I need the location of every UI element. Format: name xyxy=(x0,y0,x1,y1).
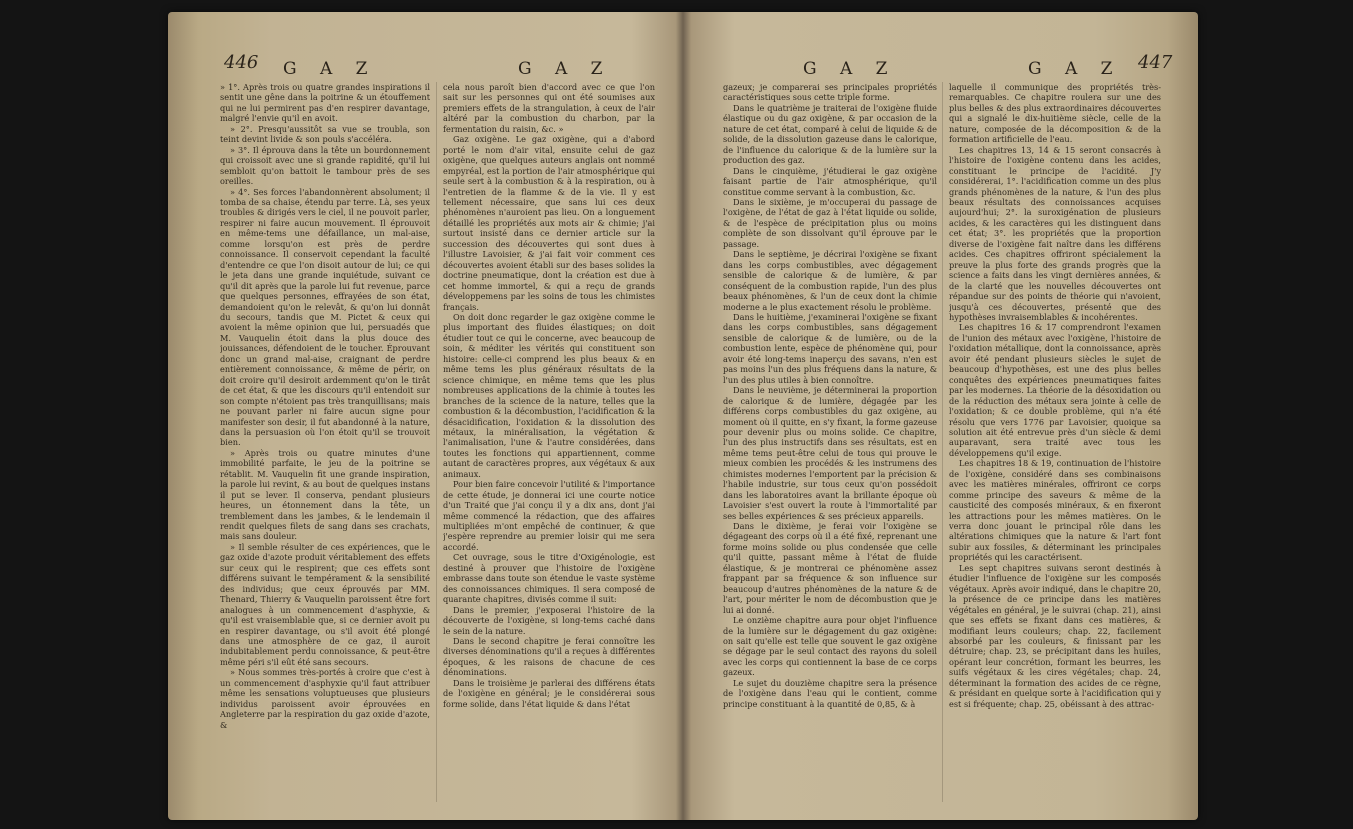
paragraph: Les chapitres 13, 14 & 15 seront consacrés à l'histoire de l'oxigène contenu dans les acides, constituant le principe de l'acidité. J'y considérerai, 1°. l'acidification comme un des plus grands phénomènes de la nature, & l'un des plus beaux résultats des connoissances acquises aujourd'hui; 2°. la suroxigénation de plusieurs acides, & les caractères qui les distinguent dans cet état; 3°. les propriétés que la proportion diverse de l'oxigène fait naître dans les différens acides. Ces chapitres offriront spécialement la preuve la plus forte des grands progrès que la science a faits dans les vingt dernières années, & de la clarté que les nouvelles découvertes ont répandue sur des points de théorie qui n'avoient, jusqu'à ces découvertes, présenté que des hypothèses invraisemblables & incohérentes. xyxy=(949,144,1161,322)
page-number-left: 446 xyxy=(224,52,259,73)
paragraph: Dans le quatrième je traiterai de l'oxigène fluide élastique ou du gaz oxigène, & par occasion de la nature de cet état, comparé à celui de liquide & de solide, de la dissolution gazeuse dans le calorique, de l'influence du calorique & de la lumière sur la production des gaz. xyxy=(723,102,937,166)
running-head-left-col2: G A Z xyxy=(518,59,612,79)
paragraph: Dans le septième, je décrirai l'oxigène se fixant dans les corps combustibles, avec dégagement sensible de calorique & de lumière, & par conséquent de la combustion rapide, l'un des plus beaux phénomènes, & l'un de ceux dont la chimie moderne a le plus exactement résolu le problème. xyxy=(723,249,937,312)
paragraph: Dans le neuvième, je déterminerai la proportion de calorique & de lumière, dégagée par les différens corps combustibles du gaz oxigène, au moment où il quitte, en s'y fixant, la forme gazeuse pour devenir plus ou moins solide. Ce chapitre, l'un des plus instructifs dans ses résultats, est en même tems peut-être celui de tous qui prouve le mieux combien les procédés & les instrumens des chimistes modernes l'emportent par la précision & l'habile industrie, sur tous ceux qu'on possédoit dans les laboratoires avant la brillante époque où Lavoisier s'est ouvert la route à l'immortalité par ses belles expériences & ses précieux appareils. xyxy=(723,385,937,521)
running-head-right-col1: G A Z xyxy=(803,59,897,79)
paragraph: Dans le cinquième, j'étudierai le gaz oxigène faisant partie de l'air atmosphérique, qu'il constitue comme servant à la combustion, &c. xyxy=(723,165,937,197)
running-head-left-col1: G A Z xyxy=(283,59,377,79)
paragraph: » 2°. Presqu'aussitôt sa vue se troubla, son teint devint livide & son pouls s'accéléra. xyxy=(220,123,430,145)
column-divider xyxy=(942,82,943,802)
paragraph: » 1°. Après trois ou quatre grandes inspirations il sentit une gêne dans la poitrine & un étouffement qui ne lui permirent pas d'en respirer davantage, malgré l'envie qu'il en avoit. xyxy=(220,82,430,124)
paragraph: Les chapitres 18 & 19, continuation de l'histoire de l'oxigène, considéré dans ses combinaisons avec les matières minérales, offriront ce corps comme principe des saveurs & même de la causticité des composés minéraux, & en fixeront les attractions pour les mêmes matières. On le verra donc jouant le principal rôle dans les altérations chimiques que la nature & l'art font subir aux fossiles, & déterminant les principales propriétés qui les caractérisent. xyxy=(949,458,1161,563)
right-page-column-1 xyxy=(723,82,937,804)
paragraph: » Il semble résulter de ces expériences, que le gaz oxide d'azote produit véritablement des effets sur ceux qui le respirent; que ces effets sont différens suivant le tempérament & la sensibilité des individus; que ceux éprouvés par MM. Thenard, Thierry & Vauquelin paroissent être fort analogues à un commencement d'asphyxie, & qu'il est vraisemblable que, si ce dernier avoit pu en respirer davantage, ou s'il avoit été plongé dans une atmosphère de ce gaz, il auroit indubitablement perdu connoissance, & peut-être même péri s'il eût été sans secours. xyxy=(220,541,430,667)
column-divider xyxy=(436,82,437,802)
paragraph: Les chapitres 16 & 17 comprendront l'examen de l'union des métaux avec l'oxigène, l'histoire de l'oxidation métallique, dont la connoissance, après avoir été pendant plusieurs siècles le sujet de beaucoup d'hypothèses, est une des plus belles conquêtes des expériences pneumatiques faites par les modernes. La théorie de la désoxidation ou de la réduction des métaux sera jointe à celle de l'oxidation; & ce double problème, qui n'a été résolu que vers 1776 par Lavoisier, quoique sa solution ait été entrevue près d'un siècle & demi auparavant, sera traité avec tous les développemens qu'il exige. xyxy=(949,322,1161,458)
paragraph: Dans le huitième, j'examinerai l'oxigène se fixant dans les corps combustibles, sans dégagement sensible de calorique & de lumière, ou de la combustion lente, espèce de phénomène qui, pour avoir été long-tems inaperçu des savans, n'en est pas moins l'un des plus fréquens dans la nature, & l'un des plus utiles à bien connoître. xyxy=(723,311,937,385)
paragraph: On doit donc regarder le gaz oxigène comme le plus important des fluides élastiques; on doit étudier tout ce qui le concerne, avec beaucoup de soin, & méditer les vérités qui constituent son histoire: celle-ci comprend les plus beaux & en même tems les plus généraux résultats de la science chimique, en même tems que les plus nombreuses applications de la chimie à toutes les branches de la science de la nature, telles que la combustion & la décombustion, l'acidification & la désacidification, l'oxidation & la dissolution des métaux, la minéralisation, la végétation & l'animalisation, l'une & l'autre considérées, dans toutes les fonctions qui appartiennent, comme autant de caractères propres, aux végétaux & aux animaux. xyxy=(443,311,655,479)
paragraph: Le sujet du douzième chapitre sera la présence de l'oxigène dans l'eau qui le contient, comme principe constituant à la quantité de 0,85, & à xyxy=(723,677,937,709)
paragraph: Le onzième chapitre aura pour objet l'influence de la lumière sur le dégagement du gaz oxigène: on sait qu'elle est telle que souvent le gaz oxigène se dégage par le seul contact des rayons du soleil avec les corps qui contiennent la base de ce corps gazeux. xyxy=(723,615,937,678)
paragraph: » 4°. Ses forces l'abandonnèrent absolument; il tomba de sa chaise, étendu par terre. Là, ses yeux troubles & dirigés vers le ciel, il ne pouvoit parler, respirer ni faire aucun mouvement. Il éprouvoit en même-tems une défaillance, un mal-aise, comme lorsqu'on est près de perdre connoissance. Il conservoit cependant la faculté d'entendre ce que l'on disoit autour de lui; ce qui le jeta dans une grande inquiétude, suivant ce qu'il dit après que la parole lui fut revenue, parce que quelques personnes, effrayées de son état, demandoient qu'on le relevât, & qu'on lui donnât du secours, tandis que M. Pictet & ceux qui avoient la même opinion que lui, persuadés que M. Vauquelin étoit dans la plus douce des jouissances, défendoient de le toucher. Éprouvant donc un grand mal-aise, craignant de perdre entièrement connoissance, & même de périr, on doit croire qu'il desiroit ardemment qu'on le tirât de cet état, & que les discours qu'il entendoit sur son compte n'étoient pas très tranquillisans; mais ne pouvant parler ni faire aucun signe pour manifester son desir, il fut abandonné à la nature, dans la persuasion où l'on étoit qu'il se trouvoit bien. xyxy=(220,186,430,448)
paragraph: laquelle il communique des propriétés très-remarquables. Ce chapitre roulera sur une des plus belles & des plus extraordinaires découvertes qui a signalé le dix-huitième siècle, celle de la nature, composée de la décomposition & de la formation artificielle de l'eau. xyxy=(949,82,1161,145)
paragraph: Pour bien faire concevoir l'utilité & l'importance de cette étude, je donnerai ici une courte notice d'un Traité que j'ai conçu il y a dix ans, dont j'ai même commencé la rédaction, que des affaires multipliées m'ont empêché de continuer, & que j'espère reprendre au premier loisir qui me sera accordé. xyxy=(443,479,655,552)
left-page-column-2 xyxy=(443,82,655,804)
page-number-right: 447 xyxy=(1138,52,1173,73)
running-head-right-col2: G A Z xyxy=(1028,59,1122,79)
right-page-column-2 xyxy=(949,82,1161,804)
open-book xyxy=(168,12,1198,820)
right-page xyxy=(683,12,1198,820)
paragraph: cela nous paroît bien d'accord avec ce que l'on sait sur les personnes qui ont été soumises aux premiers effets de la strangulation, à ceux de l'air altéré par la combustion du charbon, par la fermentation du raisin, &c. » xyxy=(443,82,655,134)
paragraph: » Nous sommes très-portés à croire que c'est à un commencement d'asphyxie qu'il faut attribuer même les sensations voluptueuses que plusieurs individus paroissent avoir éprouvées en Angleterre par la respiration du gaz oxide d'azote, & xyxy=(220,667,430,730)
left-page xyxy=(168,12,683,820)
paragraph: » 3°. Il éprouva dans la tête un bourdonnement qui croissoit avec une si grande rapidité, qu'il lui sembloit qu'on battoit le tambour près de ses oreilles. xyxy=(220,144,430,187)
paragraph: » Après trois ou quatre minutes d'une immobilité parfaite, le jeu de la poitrine se rétablit. M. Vauquelin fit une grande inspiration, la parole lui revint, & au bout de quelques instans il put se lever. Il conserva, pendant plusieurs heures, un étonnement dans la tête, un tremblement dans les jambes, & le lendemain il rendit quelques filets de sang dans ses crachats, mais sans douleur. xyxy=(220,447,430,542)
paragraph: Dans le sixième, je m'occuperai du passage de l'oxigène, de l'état de gaz à l'état liquide ou solide, & de l'espèce de précipitation plus ou moins complète de son dissolvant qu'il éprouve par le passage. xyxy=(723,196,937,249)
paragraph: Dans le premier, j'exposerai l'histoire de la découverte de l'oxigène, si long-tems caché dans le sein de la nature. xyxy=(443,604,655,636)
paragraph: Les sept chapitres suivans seront destinés à étudier l'influence de l'oxigène sur les composés végétaux. Après avoir indiqué, dans le chapitre 20, la présence de ce principe dans les matières végétales en général, je le suivrai (chap. 21), ainsi que ses effets se fixant dans ces matières, & modifiant leurs couleurs; chap. 22, facilement absorbé par les couleurs, & finissant par les détruire; chap. 23, se précipitant dans les huiles, opérant leur concrétion, formant les beurres, les suifs végétaux & les cires végétales; chap. 24, déterminant la formation des acides de ce règne, & présidant en quelque sorte à l'acidification qui y est si fréquente; chap. 25, obéissant à des attrac- xyxy=(949,562,1161,709)
paragraph: Dans le dixième, je ferai voir l'oxigène se dégageant des corps où il a été fixé, reprenant une forme moins solide ou plus condensée que celle qu'il quitte, passant même à l'état de fluide élastique, & je montrerai ce phénomène assez frappant par sa fréquence & son influence sur beaucoup d'autres phénomènes de la nature & de l'art, pour mériter le nom de décombustion que je lui ai donné. xyxy=(723,521,937,615)
paragraph: Cet ouvrage, sous le titre d'Oxigénologie, est destiné à prouver que l'histoire de l'oxigène embrasse dans toute son étendue le vaste système des connoissances chimiques. Il sera composé de quarante chapitres, divisés comme il suit: xyxy=(443,552,655,605)
left-page-column-1 xyxy=(220,82,430,804)
paragraph: Dans le troisième je parlerai des différens états de l'oxigène en général; je le considérerai sous forme solide, dans l'état liquide & dans l'état xyxy=(443,677,655,709)
paragraph: Gaz oxigène. Le gaz oxigène, qui a d'abord porté le nom d'air vital, ensuite celui de gaz oxigène, que quelques auteurs anglais ont nommé empyréal, est la portion de l'air atmosphérique qui seule sert à la combustion & à la respiration, ou à l'entretien de la flamme & de la vie. Il y est tellement nécessaire, que sans lui ces deux phénomènes n'auroient pas lieu. On a longuement détaillé les propriétés aux mots air & chimie; j'ai surtout insisté dans ce dernier article sur la succession des découvertes qui sont dues à l'illustre Lavoisier, & j'ai fait voir comment ces découvertes avoient établi sur des bases solides la doctrine pneumatique, dont la création est due à cet homme immortel, & qui a reçu de grands développemens par les soins de tous les chimistes français. xyxy=(443,134,655,312)
paragraph: Dans le second chapitre je ferai connoître les diverses dénominations qu'il a reçues à différentes époques, & les raisons de chacune de ces dénominations. xyxy=(443,636,655,678)
paragraph: gazeux; je comparerai ses principales propriétés caractéristiques sous cette triple forme. xyxy=(723,82,937,103)
